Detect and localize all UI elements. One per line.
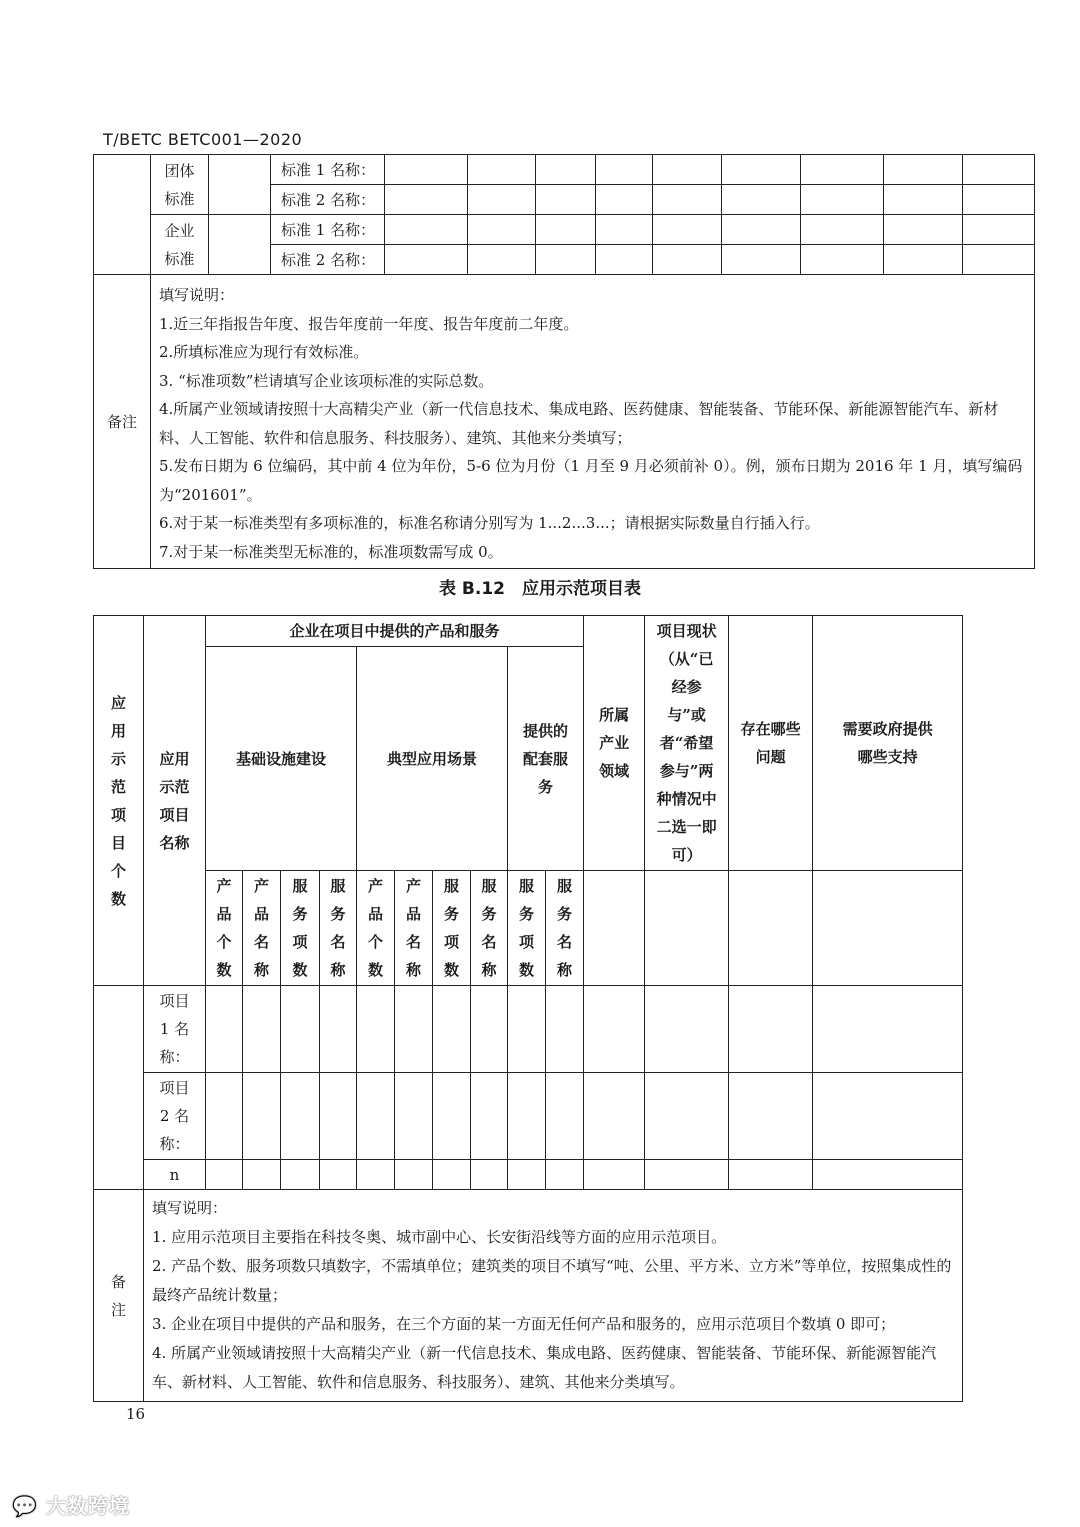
group-label: 团体标准 xyxy=(151,155,209,215)
sub-header-cell: 服务名称 xyxy=(471,871,508,986)
note-line: 3. 企业在项目中提供的产品和服务，在三个方面的某一方面无任何产品和服务的，应用示范项目个数填 0 即可； xyxy=(152,1315,896,1333)
header-name: 应用示范项目名称 xyxy=(144,616,206,986)
note-line: 1. 应用示范项目主要指在科技冬奥、城市副中心、长安街沿线等方面的应用示范项目。 xyxy=(152,1228,727,1246)
table-cell[interactable] xyxy=(653,155,722,185)
table-cell[interactable] xyxy=(722,245,801,275)
table-row xyxy=(94,155,1035,185)
table-cell[interactable] xyxy=(536,155,596,185)
table-cell[interactable] xyxy=(281,1160,320,1190)
table-cell[interactable] xyxy=(243,986,281,1073)
table-cell[interactable] xyxy=(653,245,722,275)
note-line: 1.近三年指报告年度、报告年度前一年度、报告年度前二年度。 xyxy=(159,314,579,333)
table-cell[interactable] xyxy=(471,1160,508,1190)
table-cell[interactable] xyxy=(963,155,1035,185)
table-cell[interactable] xyxy=(813,1073,963,1160)
table-cell[interactable] xyxy=(357,986,395,1073)
table-cell[interactable] xyxy=(884,215,963,245)
table-cell[interactable] xyxy=(729,986,813,1073)
table-cell[interactable] xyxy=(801,155,884,185)
header-infra: 基础设施建设 xyxy=(206,647,357,871)
sub-header-cell: 服务项数 xyxy=(508,871,546,986)
header-gov-support: 需要政府提供哪些支持 xyxy=(813,616,963,871)
table-cell[interactable] xyxy=(722,155,801,185)
table-cell[interactable] xyxy=(801,185,884,215)
table-cell[interactable] xyxy=(243,1073,281,1160)
note-line: 5.发布日期为 6 位编码，其中前 4 位为年份，5-6 位为月份（1 月至 9 月必须前补 0）。例，颁布日期为 2016 年 1 月，填写编码为“201601”。 xyxy=(159,457,1023,504)
project-name-label: 项目 2 名称： xyxy=(144,1073,206,1160)
note-line: 填写说明： xyxy=(159,286,235,304)
table-cell[interactable] xyxy=(206,1160,243,1190)
table-title: 表 B.12 应用示范项目表 xyxy=(439,579,641,599)
table-cell[interactable] xyxy=(596,185,653,215)
table-cell[interactable] xyxy=(508,986,546,1073)
table-cell[interactable] xyxy=(813,1160,963,1190)
table-row xyxy=(94,986,963,1073)
note-line: 4.所属产业领域请按照十大高精尖产业（新一代信息技术、集成电路、医药健康、智能装备、节能环保、新能源智能汽车、新材料、人工智能、软件和信息服务、科技服务）、建筑、其他来分类填写； xyxy=(159,400,999,447)
sub-header-cell: 产品个数 xyxy=(357,871,395,986)
table-cell[interactable] xyxy=(471,1073,508,1160)
sub-header-cell: 服务项数 xyxy=(281,871,320,986)
remark-label: 备注 xyxy=(94,275,151,569)
table-cell[interactable] xyxy=(206,1073,243,1160)
table-cell[interactable] xyxy=(884,185,963,215)
table-cell[interactable] xyxy=(468,215,536,245)
chat-bubble-icon: 💬 xyxy=(12,1494,38,1518)
sub-header-cell: 产品名称 xyxy=(243,871,281,986)
table-cell[interactable] xyxy=(884,155,963,185)
note-line: 2. 产品个数、服务项数只填数字，不需填单位；建筑类的项目不填写“吨、公里、平方米、立方米”等单位，按照集成性的最终产品统计数量； xyxy=(152,1257,952,1304)
table-cell[interactable] xyxy=(653,215,722,245)
table-cell[interactable] xyxy=(433,1073,471,1160)
table-cell[interactable] xyxy=(468,185,536,215)
table-cell[interactable] xyxy=(385,185,468,215)
watermark-text: 大数跨境 xyxy=(45,1494,130,1518)
table-cell[interactable] xyxy=(645,986,729,1073)
table-cell[interactable] xyxy=(206,986,243,1073)
table-cell[interactable] xyxy=(281,1073,320,1160)
table-cell[interactable] xyxy=(243,1160,281,1190)
header-provided: 企业在项目中提供的产品和服务 xyxy=(206,616,584,647)
table-cell[interactable] xyxy=(645,1160,729,1190)
project-name-label: n xyxy=(144,1160,206,1190)
remark-row xyxy=(94,275,1035,569)
table-cell[interactable] xyxy=(813,986,963,1073)
table-cell[interactable] xyxy=(471,986,508,1073)
header-row xyxy=(94,616,963,647)
remark-label: 备注 xyxy=(94,1190,144,1402)
remark-notes xyxy=(151,275,1035,569)
table-cell[interactable] xyxy=(468,245,536,275)
table-cell[interactable] xyxy=(433,986,471,1073)
table-cell[interactable] xyxy=(536,215,596,245)
table-cell[interactable] xyxy=(546,1160,584,1190)
note-line: 7.对于某一标准类型无标准的，标准项数需写成 0。 xyxy=(159,542,503,561)
header-support-service: 提供的配套服务 xyxy=(508,647,584,871)
table-cell[interactable] xyxy=(433,1160,471,1190)
note-line: 填写说明： xyxy=(152,1199,228,1217)
table-cell[interactable] xyxy=(508,1160,546,1190)
table-cell[interactable] xyxy=(536,185,596,215)
project-name-label: 项目 1 名称： xyxy=(144,986,206,1073)
table-cell[interactable] xyxy=(357,1160,395,1190)
table-cell[interactable] xyxy=(813,871,963,986)
table-cell[interactable] xyxy=(729,871,813,986)
table-cell[interactable] xyxy=(94,986,144,1190)
table-cell[interactable] xyxy=(722,185,801,215)
table-cell[interactable] xyxy=(395,986,433,1073)
group-label: 企业标准 xyxy=(151,215,209,275)
table-cell[interactable] xyxy=(596,245,653,275)
header-industry: 所属产业领域 xyxy=(584,616,645,871)
table-cell[interactable] xyxy=(320,1073,357,1160)
table-cell[interactable] xyxy=(729,1160,813,1190)
sub-header-cell: 服务名称 xyxy=(320,871,357,986)
note-line: 6.对于某一标准类型有多项标准的，标准名称请分别写为 1...2...3...；请根据实际数量自行插入行。 xyxy=(159,514,820,532)
standard-name-label: 标准 2 名称： xyxy=(271,185,385,215)
table-cell[interactable] xyxy=(546,1073,584,1160)
table-cell[interactable] xyxy=(884,245,963,275)
sub-header-cell: 产品名称 xyxy=(395,871,433,986)
table-cell[interactable] xyxy=(584,871,645,986)
blank-cell xyxy=(94,155,151,275)
table-cell[interactable] xyxy=(729,1073,813,1160)
table-cell[interactable] xyxy=(645,1073,729,1160)
table-cell[interactable] xyxy=(801,245,884,275)
standard-name-label: 标准 2 名称： xyxy=(271,245,385,275)
table-cell[interactable] xyxy=(357,1073,395,1160)
table-cell[interactable] xyxy=(801,215,884,245)
table-cell[interactable] xyxy=(584,1160,645,1190)
table-cell[interactable] xyxy=(320,1160,357,1190)
table-cell[interactable] xyxy=(596,215,653,245)
blank-cell xyxy=(209,215,271,275)
table-cell[interactable] xyxy=(385,155,468,185)
watermark-logo xyxy=(12,1490,130,1519)
table-cell[interactable] xyxy=(596,155,653,185)
header-count: 应用示范项目个数 xyxy=(94,616,144,986)
table-row xyxy=(94,1160,963,1190)
table-cell[interactable] xyxy=(653,185,722,215)
table-cell[interactable] xyxy=(385,215,468,245)
table-cell[interactable] xyxy=(645,871,729,986)
standard-name-label: 标准 1 名称： xyxy=(271,155,385,185)
sub-header-cell: 服务项数 xyxy=(433,871,471,986)
table-row xyxy=(94,215,1035,245)
table-cell[interactable] xyxy=(963,245,1035,275)
note-line: 4. 所属产业领域请按照十大高精尖产业（新一代信息技术、集成电路、医药健康、智能装备、节能环保、新能源智能汽车、新材料、人工智能、软件和信息服务、科技服务）、建筑、其他来分类填写。 xyxy=(152,1344,937,1391)
header-status: 项目现状（从“已经参与”或者“希望参与”两种情况中二选一即可） xyxy=(645,616,729,871)
table-cell[interactable] xyxy=(320,986,357,1073)
table-cell[interactable] xyxy=(536,245,596,275)
table-cell[interactable] xyxy=(395,1073,433,1160)
note-line: 2.所填标准应为现行有效标准。 xyxy=(159,343,369,361)
table-cell[interactable] xyxy=(584,986,645,1073)
sub-header-cell: 产品个数 xyxy=(206,871,243,986)
header-problems: 存在哪些问题 xyxy=(729,616,813,871)
table-cell[interactable] xyxy=(468,155,536,185)
blank-cell xyxy=(209,155,271,215)
table-cell[interactable] xyxy=(963,215,1035,245)
standard-name-label: 标准 1 名称： xyxy=(271,215,385,245)
remark-row xyxy=(94,1190,963,1402)
table-cell[interactable] xyxy=(395,1160,433,1190)
sub-header-cell: 服务名称 xyxy=(546,871,584,986)
standards-table xyxy=(93,154,1035,569)
sub-header-row xyxy=(94,871,963,986)
table-cell[interactable] xyxy=(385,245,468,275)
page-number: 16 xyxy=(126,1405,146,1423)
table-cell[interactable] xyxy=(508,1073,546,1160)
table-cell[interactable] xyxy=(584,1073,645,1160)
table-cell[interactable] xyxy=(281,986,320,1073)
table-row xyxy=(94,1073,963,1160)
table-cell[interactable] xyxy=(546,986,584,1073)
demo-project-table xyxy=(93,615,963,1402)
table-cell[interactable] xyxy=(963,185,1035,215)
table-cell[interactable] xyxy=(722,215,801,245)
note-line: 3. “标准项数”栏请填写企业该项标准的实际总数。 xyxy=(159,371,494,390)
header-scenario: 典型应用场景 xyxy=(357,647,508,871)
document-code: T/BETC BETC001—2020 xyxy=(103,130,303,149)
remark-notes xyxy=(144,1190,963,1402)
